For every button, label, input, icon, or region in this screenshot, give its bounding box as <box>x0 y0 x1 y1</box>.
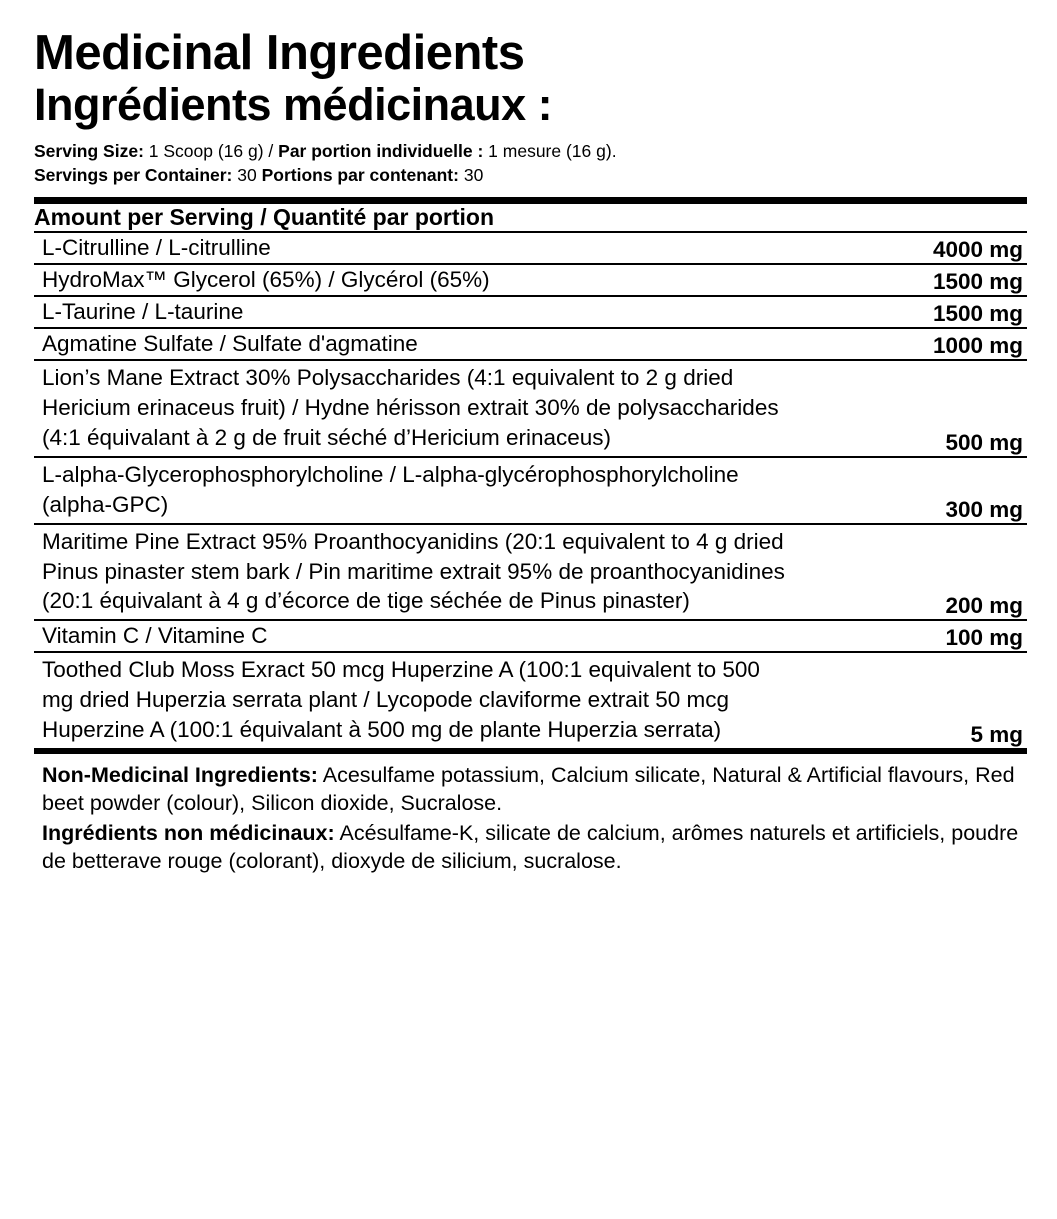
servings-per-container-line <box>34 164 1027 188</box>
table-row <box>34 652 1027 748</box>
ingredient-amount: 500 mg <box>789 360 1027 457</box>
table-row <box>34 620 1027 652</box>
table-row <box>34 264 1027 296</box>
page-title-en: Medicinal Ingredients <box>34 26 525 80</box>
ingredient-name: Vitamin C / Vitamine C <box>34 620 789 652</box>
ingredient-name: Lion’s Mane Extract 30% Polysaccharides (4:1 equivalent to 2 g dried Hericium erinaceus fruit) / Hydne hérisson extrait 30% de polysaccharides (4:1 équivalant à 2 g de fruit séché d’Hericium erinaceus) <box>34 360 789 457</box>
ingredient-name: L-alpha-Glycerophosphorylcholine / L-alpha-glycérophosphorylcholine (alpha-GPC) <box>34 457 789 524</box>
ingredient-amount: 300 mg <box>789 457 1027 524</box>
ingredients-table <box>34 204 1027 748</box>
table-row <box>34 457 1027 524</box>
ingredient-name: Agmatine Sulfate / Sulfate d'agmatine <box>34 328 789 360</box>
serving-size-label-fr: Par portion individuelle : <box>278 141 484 162</box>
serving-size-value-en: 1 Scoop (16 g) / <box>143 141 279 162</box>
serving-size-line <box>34 140 1027 164</box>
ingredient-amount: 4000 mg <box>789 232 1027 264</box>
non-medicinal-en <box>42 761 1027 818</box>
ingredient-name: Toothed Club Moss Exract 50 mcg Huperzine A (100:1 equivalent to 500 mg dried Huperzia serrata plant / Lycopode claviforme extrait 50 mcg Huperzine A (100:1 équivalant à 500 mg de plante Huperzia serrata) <box>34 652 789 748</box>
servings-label-fr: Portions par contenant: <box>261 164 459 185</box>
ingredient-amount: 1500 mg <box>789 296 1027 328</box>
non-medicinal-fr <box>42 819 1027 876</box>
table-row <box>34 232 1027 264</box>
ingredient-amount: 200 mg <box>789 524 1027 621</box>
non-medicinal-label-en: Non-Medicinal Ingredients: <box>42 763 318 788</box>
table-row <box>34 360 1027 457</box>
servings-value-en: 30 <box>232 164 262 185</box>
amount-per-serving-header: Amount per Serving / Quantité par portion <box>34 204 495 231</box>
non-medicinal-ingredients <box>34 754 1027 876</box>
ingredient-name: L-Citrulline / L-citrulline <box>34 232 789 264</box>
table-row <box>34 524 1027 621</box>
serving-size-label-en: Serving Size: <box>34 141 144 162</box>
serving-size-value-fr: 1 mesure (16 g). <box>483 141 617 162</box>
ingredient-name: L-Taurine / L-taurine <box>34 296 789 328</box>
non-medicinal-label-fr: Ingrédients non médicinaux: <box>42 820 335 845</box>
ingredient-amount: 1000 mg <box>789 328 1027 360</box>
divider-top <box>34 197 1027 204</box>
ingredient-amount: 1500 mg <box>789 264 1027 296</box>
ingredient-amount: 5 mg <box>789 652 1027 748</box>
ingredient-amount: 100 mg <box>789 620 1027 652</box>
non-medicinal-text-en: Acesulfame potassium, Calcium silicate, Natural & Artificial flavours, Red beet powder (colour), Silicon dioxide, Sucralose. <box>42 763 1015 816</box>
non-medicinal-text-fr: Acésulfame-K, silicate de calcium, arômes naturels et artificiels, poudre de betterave rouge (colorant), dioxyde de silicium, sucralose. <box>42 820 1019 874</box>
table-row <box>34 328 1027 360</box>
table-header-row <box>34 204 1027 232</box>
table-row <box>34 296 1027 328</box>
ingredient-name: HydroMax™ Glycerol (65%) / Glycérol (65%) <box>34 264 789 296</box>
page-title-fr: Ingrédients médicinaux : <box>34 79 553 131</box>
servings-label-en: Servings per Container: <box>34 164 233 185</box>
servings-value-fr: 30 <box>458 164 484 185</box>
ingredient-name: Maritime Pine Extract 95% Proanthocyanidins (20:1 equivalent to 4 g dried Pinus pinaster stem bark / Pin maritime extrait 95% de proanthocyanidines (20:1 équivalant à 4 g d’écorce de tige séchée de Pinus pinaster) <box>34 524 789 621</box>
